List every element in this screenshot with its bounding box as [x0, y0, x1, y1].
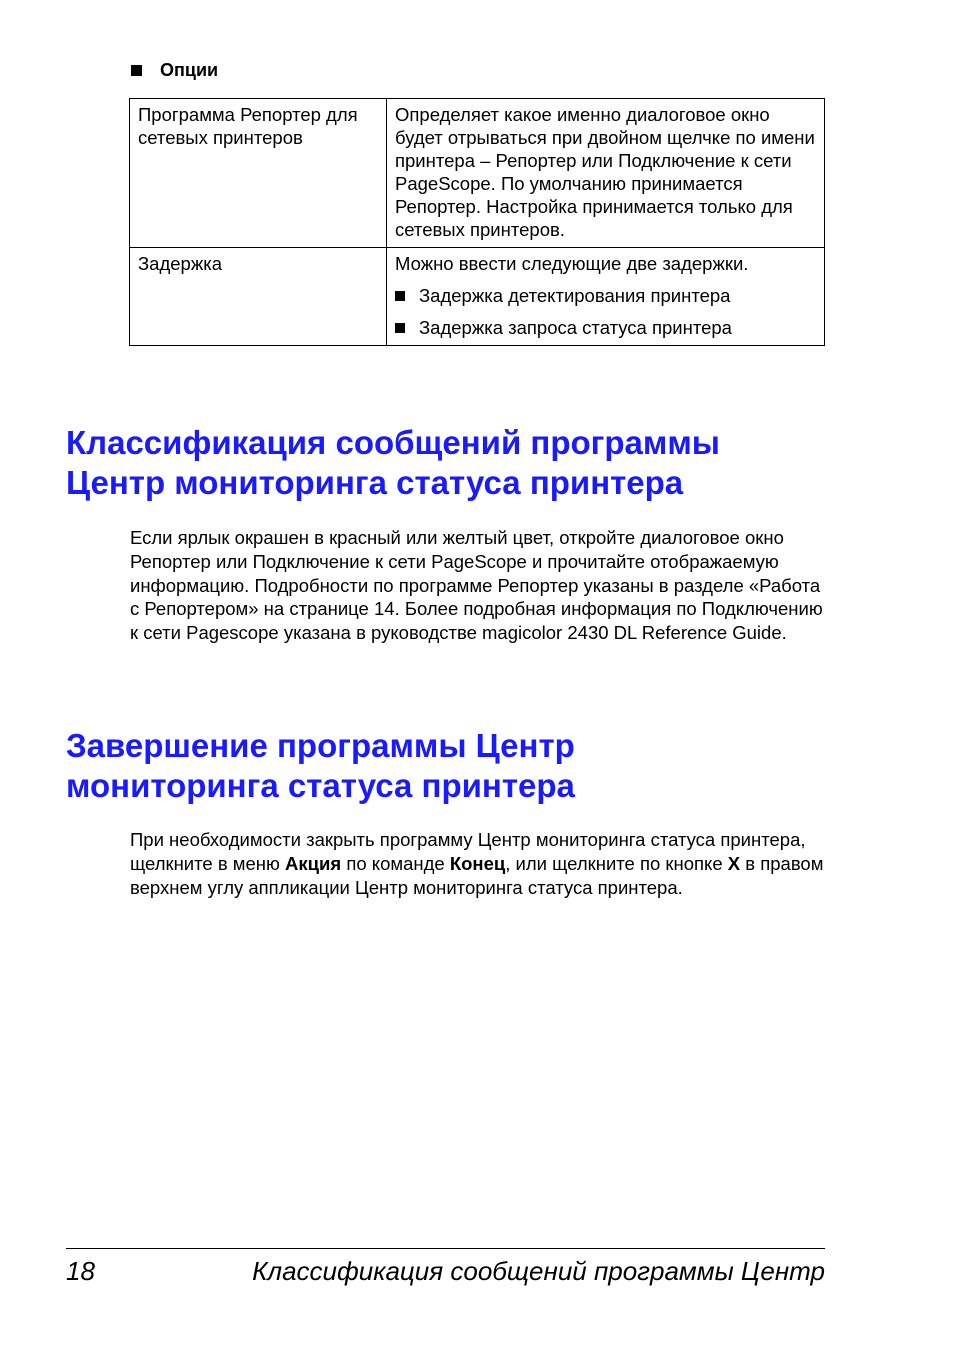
- page-footer: [66, 1256, 825, 1286]
- body-text: При необходимости закрыть программу Центр мониторинга статуса принтера, щелкните в меню: [130, 829, 806, 874]
- list-item-text: Задержка запроса статуса принтера: [419, 317, 732, 338]
- page-number: 18: [66, 1256, 95, 1286]
- running-title: Классификация сообщений программы Центр: [252, 1256, 825, 1286]
- heading-line: мониторинга статуса принтера: [66, 767, 575, 804]
- option-description: Можно ввести следующие две задержки.: [395, 253, 749, 274]
- menu-name: Акция: [285, 852, 342, 874]
- footer-divider: [66, 1248, 825, 1249]
- section-heading-exit: [66, 726, 575, 806]
- option-name: Программа Репортер для сетевых принтеров: [130, 99, 387, 248]
- table-row: [130, 248, 825, 346]
- options-table: [129, 98, 825, 346]
- heading-line: Центр мониторинга статуса принтера: [66, 464, 684, 501]
- square-bullet-icon: [395, 291, 405, 301]
- heading-line: Классификация сообщений программы: [66, 424, 720, 461]
- option-description: Определяет какое именно диалоговое окно будет отрываться при двойном щелчке по имени принтера – Репортер или Подключение к сети PageScope. По умолчанию принимается Репортер. Настройка принимается только для сетевых принтеров.: [387, 99, 825, 248]
- button-name: X: [727, 852, 741, 874]
- command-name: Конец: [449, 852, 506, 874]
- square-bullet-icon: [395, 323, 405, 333]
- options-heading: [131, 58, 218, 82]
- body-text: в правом верхнем углу аппликации Центр мониторинга статуса принтера.: [130, 852, 824, 898]
- list-item: [395, 316, 818, 339]
- body-text: , или щелкните по кнопке: [505, 852, 728, 874]
- options-heading-text: Опции: [160, 60, 219, 80]
- body-text: по команде: [341, 852, 450, 874]
- heading-line: Завершение программы Центр: [66, 727, 575, 764]
- option-description-cell: [387, 248, 825, 346]
- list-item: [395, 284, 818, 307]
- square-bullet-icon: [131, 65, 142, 76]
- section-body-classification: Если ярлык окрашен в красный или желтый цвет, откройте диалоговое окно Репортер или Подключение к сети PageScope и прочитайте отображаемую информацию. Подробности по программе Репортер указаны в разделе «Работа с Репортером» на странице 14. Более подробная информация по Подключению к сети Pagescope указана в руководстве magicolor 2430 DL Reference Guide.: [130, 527, 823, 644]
- list-item-text: Задержка детектирования принтера: [419, 285, 731, 306]
- section-heading-classification: [66, 423, 720, 503]
- option-name: Задержка: [130, 248, 387, 346]
- table-row: [130, 99, 825, 248]
- section-body-exit: [130, 828, 830, 899]
